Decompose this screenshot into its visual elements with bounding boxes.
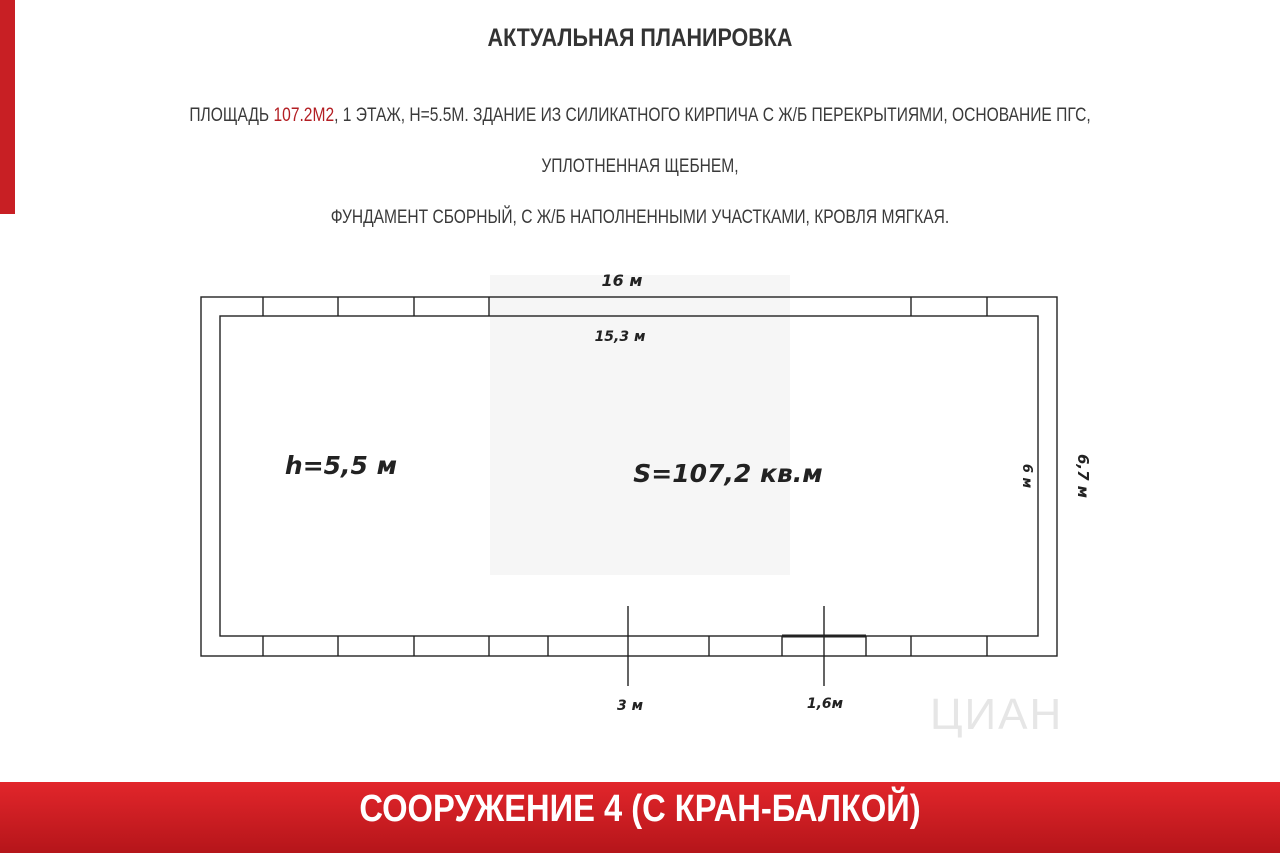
outer-length-label: 16 м bbox=[601, 271, 643, 290]
page-title: АКТУАЛЬНАЯ ПЛАНИРОВКА bbox=[487, 24, 793, 52]
height-label: h=5,5 м bbox=[284, 451, 398, 480]
opening-2-label: 1,6м bbox=[806, 696, 844, 712]
outer-width-label: 6,7 м bbox=[1074, 453, 1092, 499]
banner-label: СООРУЖЕНИЕ 4 (С КРАН-БАЛКОЙ) bbox=[359, 788, 921, 830]
cian-watermark: ЦИАН bbox=[930, 690, 1064, 739]
top-window-ticks bbox=[263, 297, 987, 316]
desc-line2: ФУНДАМЕНТ СБОРНЫЙ, С Ж/Б НАПОЛНЕННЫМИ УЧАСТКАМИ, КРОВЛЯ МЯГКАЯ. bbox=[330, 207, 950, 228]
desc-line1-rest: , 1 ЭТАЖ, H=5.5М. ЗДАНИЕ ИЗ СИЛИКАТНОГО КИРПИЧА С Ж/Б ПЕРЕКРЫТИЯМИ, ОСНОВАНИЕ ПГС, УПЛОТНЕННАЯ ЩЕБНЕМ, bbox=[334, 105, 1091, 177]
desc-area-value: 107.2М2 bbox=[273, 105, 335, 126]
inner-length-label: 15,3 м bbox=[594, 329, 646, 345]
opening-1-label: 3 м bbox=[616, 698, 644, 714]
inner-width-label: 6 м bbox=[1019, 463, 1034, 489]
desc-prefix: ПЛОЩАДЬ bbox=[189, 105, 274, 126]
area-label: S=107,2 кв.м bbox=[633, 459, 823, 488]
bottom-window-ticks bbox=[263, 636, 987, 656]
